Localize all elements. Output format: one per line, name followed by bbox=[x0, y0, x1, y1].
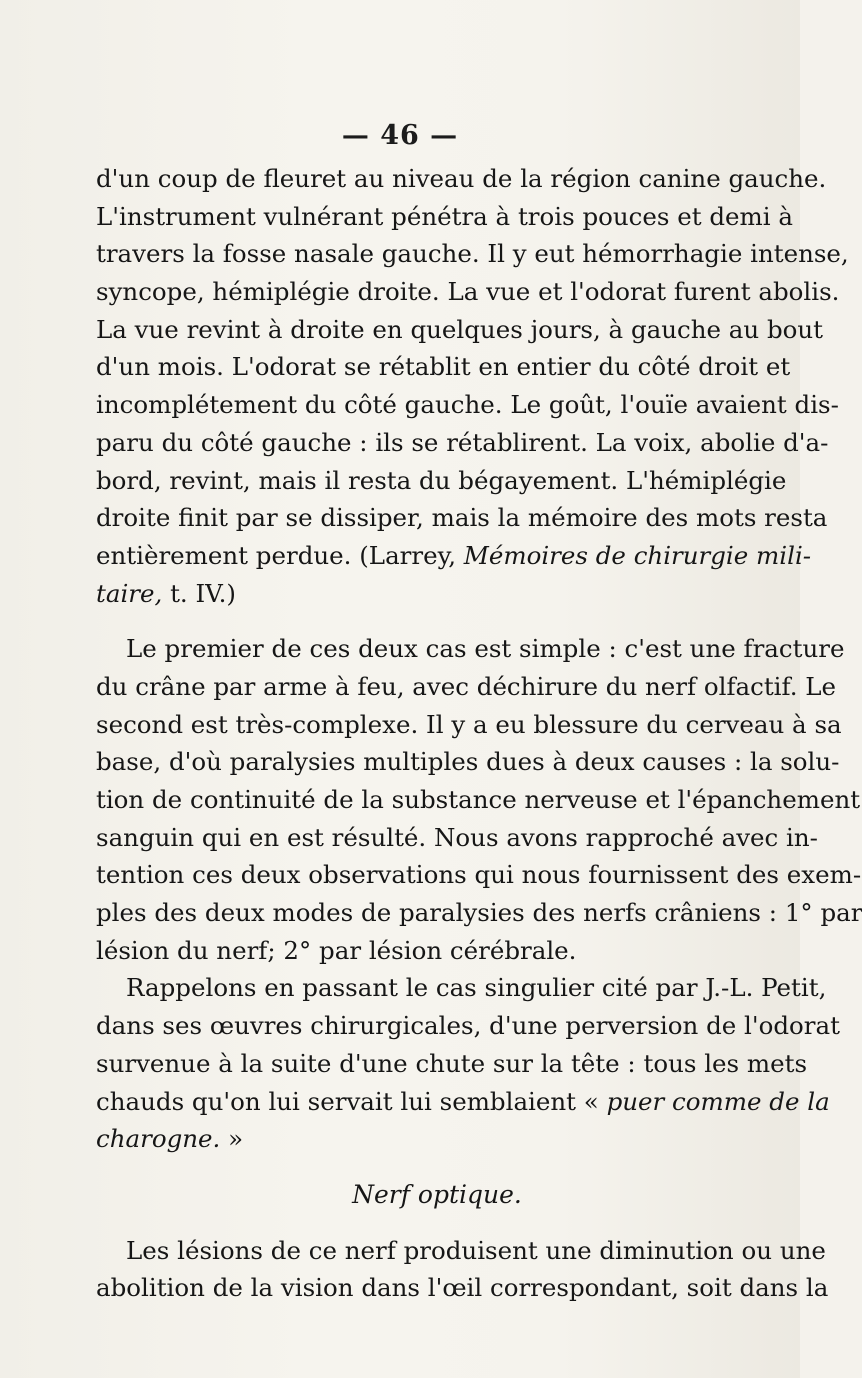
citation-italic: Mémoires de chirurgie mili- bbox=[463, 540, 812, 570]
section-heading: Nerf optique. bbox=[352, 1179, 522, 1209]
quote-italic: charogne. bbox=[96, 1124, 221, 1154]
text-line: dans ses œuvres chirurgicales, d'une perversion de l'odorat bbox=[96, 1011, 840, 1041]
text-line bbox=[96, 1120, 768, 1158]
text-line bbox=[96, 537, 812, 575]
text-line bbox=[96, 1083, 830, 1121]
text-line: L'instrument vulnérant pénétra à trois pouces et demi à bbox=[96, 201, 794, 231]
paragraph-gap bbox=[96, 612, 768, 630]
text-line: lésion du nerf; 2° par lésion cérébrale. bbox=[96, 935, 577, 965]
text-line: ples des deux modes de paralysies des nerfs crâniens : 1° par bbox=[96, 898, 862, 928]
text-line: Le premier de ces deux cas est simple : c'est une fracture bbox=[126, 634, 845, 664]
text-line: tention ces deux observations qui nous fournissent des exem- bbox=[96, 860, 862, 890]
text-line: base, d'où paralysies multiples dues à deux causes : la solu- bbox=[96, 747, 840, 777]
paragraph bbox=[96, 160, 849, 612]
text-line: syncope, hémiplégie droite. La vue et l'odorat furent abolis. bbox=[96, 277, 840, 307]
text-line: d'un mois. L'odorat se rétablit en entier du côté droit et bbox=[96, 352, 791, 382]
text-line: travers la fosse nasale gauche. Il y eut hémorrhagie intense, bbox=[96, 239, 849, 269]
paragraph bbox=[96, 630, 862, 969]
quote-italic: puer comme de la bbox=[606, 1086, 830, 1116]
text-line: abolition de la vision dans l'œil correspondant, soit dans la bbox=[96, 1273, 829, 1303]
text-line: sanguin qui en est résulté. Nous avons rapproché avec in- bbox=[96, 822, 818, 852]
text-run: » bbox=[220, 1124, 244, 1154]
text-line: Rappelons en passant le cas singulier cité par J.-L. Petit, bbox=[126, 973, 827, 1003]
text-line: La vue revint à droite en quelques jours, à gauche au bout bbox=[96, 314, 824, 344]
text-line: du crâne par arme à feu, avec déchirure du nerf olfactif. Le bbox=[96, 671, 837, 701]
body-text bbox=[96, 160, 862, 1307]
page-number: — 46 — bbox=[341, 120, 459, 151]
text-line: bord, revint, mais il resta du bégayement. L'hémiplégie bbox=[96, 465, 787, 495]
text-line: droite finit par se dissiper, mais la mémoire des mots resta bbox=[96, 503, 828, 533]
text-run: chauds qu'on lui servait lui semblaient « bbox=[96, 1086, 607, 1116]
text-line: incomplétement du côté gauche. Le goût, l'ouïe avaient dis- bbox=[96, 390, 839, 420]
text-line: second est très-complexe. Il y a eu blessure du cerveau à sa bbox=[96, 709, 842, 739]
citation-italic: taire, bbox=[96, 578, 163, 608]
text-run: entièrement perdue. (Larrey, bbox=[96, 540, 464, 570]
text-line: Les lésions de ce nerf produisent une diminution ou une bbox=[126, 1235, 826, 1265]
text-line: survenue à la suite d'une chute sur la tête : tous les mets bbox=[96, 1048, 808, 1078]
text-line: d'un coup de fleuret au niveau de la région canine gauche. bbox=[96, 164, 827, 193]
text-line bbox=[96, 575, 768, 613]
paragraph bbox=[96, 1232, 829, 1307]
section-gap bbox=[96, 1158, 768, 1176]
text-run: t. IV.) bbox=[162, 578, 236, 608]
section-gap bbox=[96, 1214, 768, 1232]
paragraph bbox=[96, 969, 840, 1157]
text-line: paru du côté gauche : ils se rétablirent. La voix, abolie d'a- bbox=[96, 427, 829, 457]
text-line: tion de continuité de la substance nerveuse et l'épanchement bbox=[96, 785, 861, 814]
